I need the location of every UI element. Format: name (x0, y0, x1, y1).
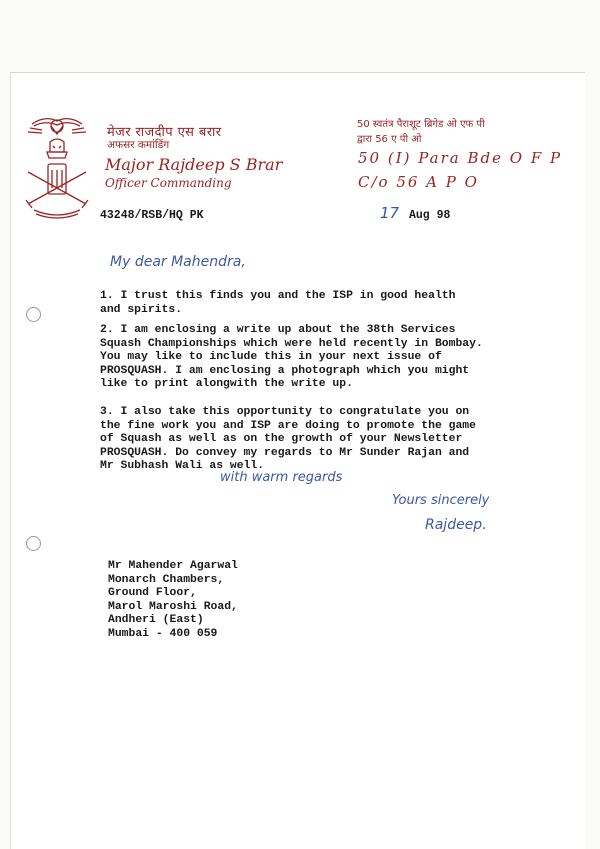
army-emblem-icon (20, 112, 94, 222)
signature: Rajdeep. (425, 517, 487, 533)
address-hindi-line-1: 50 स्वतंत्र पैराशूट ब्रिगेड ओ एफ पी (357, 119, 485, 130)
paragraph-1: 1. I trust this finds you and the ISP in good health and spirits. (100, 290, 456, 316)
salutation: My dear Mahendra, (110, 254, 246, 270)
officer-title-hindi: अफसर कमांडिंग (107, 139, 170, 151)
reference-number: 43248/RSB/HQ PK (100, 209, 204, 222)
recipient-line: Monarch Chambers, (108, 573, 225, 586)
officer-name-hindi: मेजर राजदीप एस बरार (107, 125, 222, 140)
officer-title-english: Officer Commanding (105, 176, 232, 190)
recipient-line: Andheri (East) (108, 614, 204, 627)
letter-date (380, 204, 450, 222)
address-english-line-2: C/o 56 A P O (358, 173, 479, 191)
officer-name-english: Major Rajdeep S Brar (105, 155, 283, 174)
punch-hole-top (26, 307, 41, 322)
recipient-line: Ground Floor, (108, 587, 197, 600)
date-month-year: Aug 98 (409, 209, 451, 222)
paragraph-2: 2. I am enclosing a write up about the 38th Services Squash Championships which were held recently in Bombay. You may like to include this in your next issue of PROSQUASH. I am enclosing a photograph which you might like to print alongwith the write up. (100, 324, 483, 390)
address-english-line-1: 50 (I) Para Bde O F P (358, 149, 563, 167)
address-hindi-line-2: द्वारा 56 ए पी ओ (357, 134, 422, 145)
recipient-line: Mr Mahender Agarwal (108, 560, 238, 572)
date-day-handwritten: 17 (380, 204, 400, 222)
recipient-line: Marol Maroshi Road, (108, 600, 238, 613)
recipient-address (108, 560, 238, 642)
recipient-line: Mumbai - 400 059 (108, 627, 218, 640)
closing-note: with warm regards (220, 470, 343, 485)
paragraph-3: 3. I also take this opportunity to congratulate you on the fine work you and ISP are doing to promote the game of Squash as well as on the growth of your Newsletter PROSQUASH. Do convey my regards to Mr Sunder Rajan and Mr Subhash Wali as well. (100, 406, 476, 472)
signoff: Yours sincerely (392, 493, 490, 508)
punch-hole-bottom (26, 536, 41, 551)
